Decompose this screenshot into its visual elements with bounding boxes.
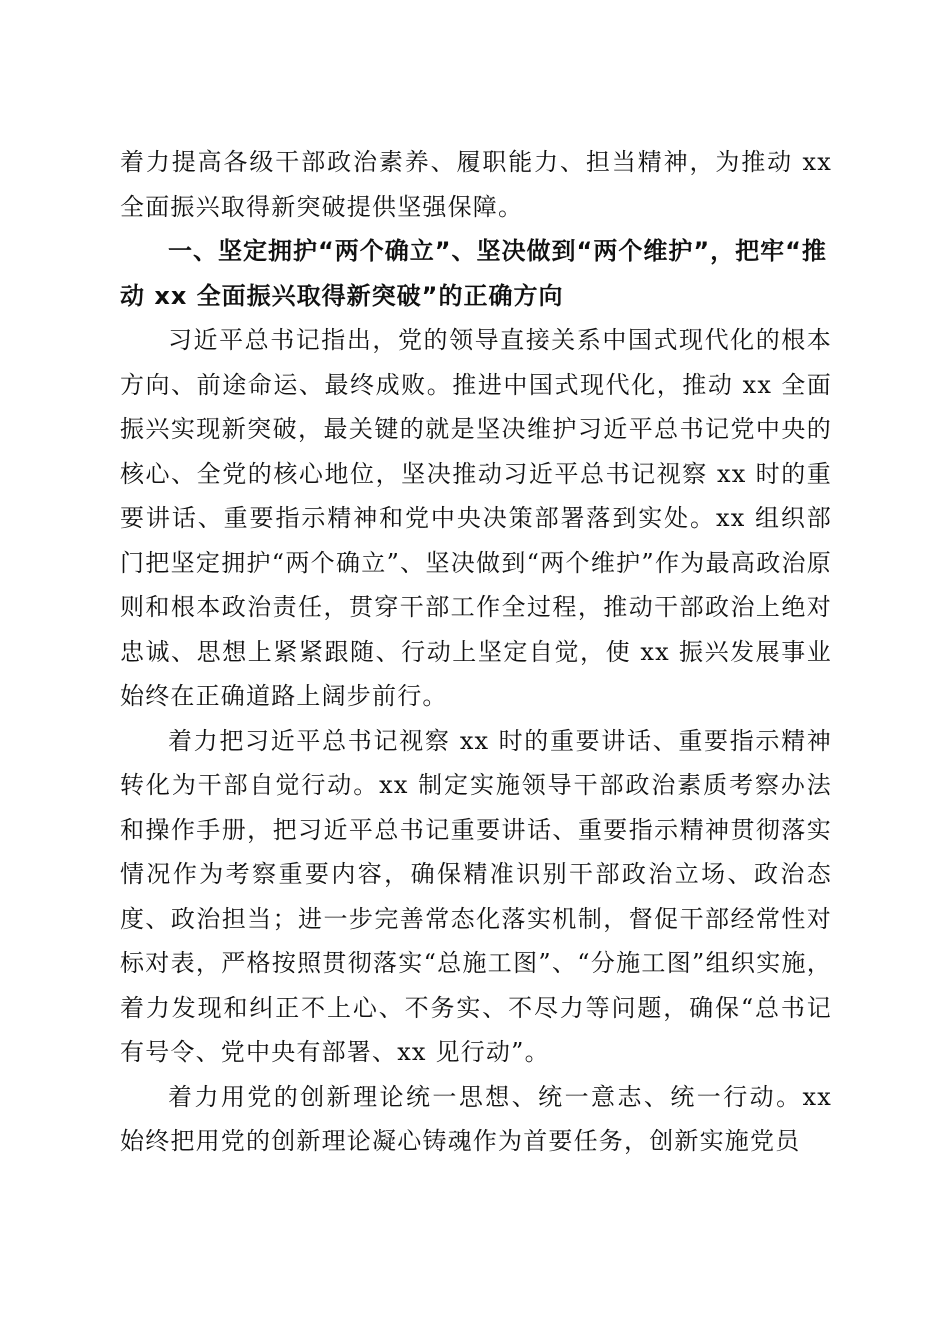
- paragraph-body-3: 着力用党的创新理论统一思想、统一意志、统一行动。xx 始终把用党的创新理论凝心铸魂作为首要任务，创新实施党员: [120, 1082, 832, 1155]
- paragraph-body-1: 习近平总书记指出，党的领导直接关系中国式现代化的根本方向、前途命运、最终成败。推进中国式现代化，推动 xx 全面振兴实现新突破，最关键的就是坚决维护习近平总书记党中央的核心、全党的核心地位，坚决推动习近平总书记视察 xx 时的重要讲话、重要指示精神和党中央决策部署落到实处。xx 组织部门把坚定拥护“两个确立”、坚决做到“两个维护”作为最高政治原则和根本政治责任，贯穿干部工作全过程，推动干部政治上绝对忠诚、思想上紧紧跟随、行动上坚定自觉，使 xx 振兴发展事业始终在正确道路上阔步前行。: [120, 326, 832, 710]
- document-body: [120, 140, 832, 1164]
- paragraph-intro: 着力提高各级干部政治素养、履职能力、担当精神，为推动 xx 全面振兴取得新突破提供坚强保障。: [120, 148, 832, 221]
- paragraph-body-2: 着力把习近平总书记视察 xx 时的重要讲话、重要指示精神转化为干部自觉行动。xx 制定实施领导干部政治素质考察办法和操作手册，把习近平总书记重要讲话、重要指示精神贯彻落实情况作为考察重要内容，确保精准识别干部政治立场、政治态度、政治担当；进一步完善常态化落实机制，督促干部经常性对标对表，严格按照贯彻落实“总施工图”、“分施工图”组织实施，着力发现和纠正不上心、不务实、不尽力等问题，确保“总书记有号令、党中央有部署、xx 见行动”。: [120, 726, 832, 1066]
- section-heading-one: 一、坚定拥护“两个确立”、坚决做到“两个维护”，把牢“推动 xx 全面振兴取得新突破”的正确方向: [120, 237, 827, 310]
